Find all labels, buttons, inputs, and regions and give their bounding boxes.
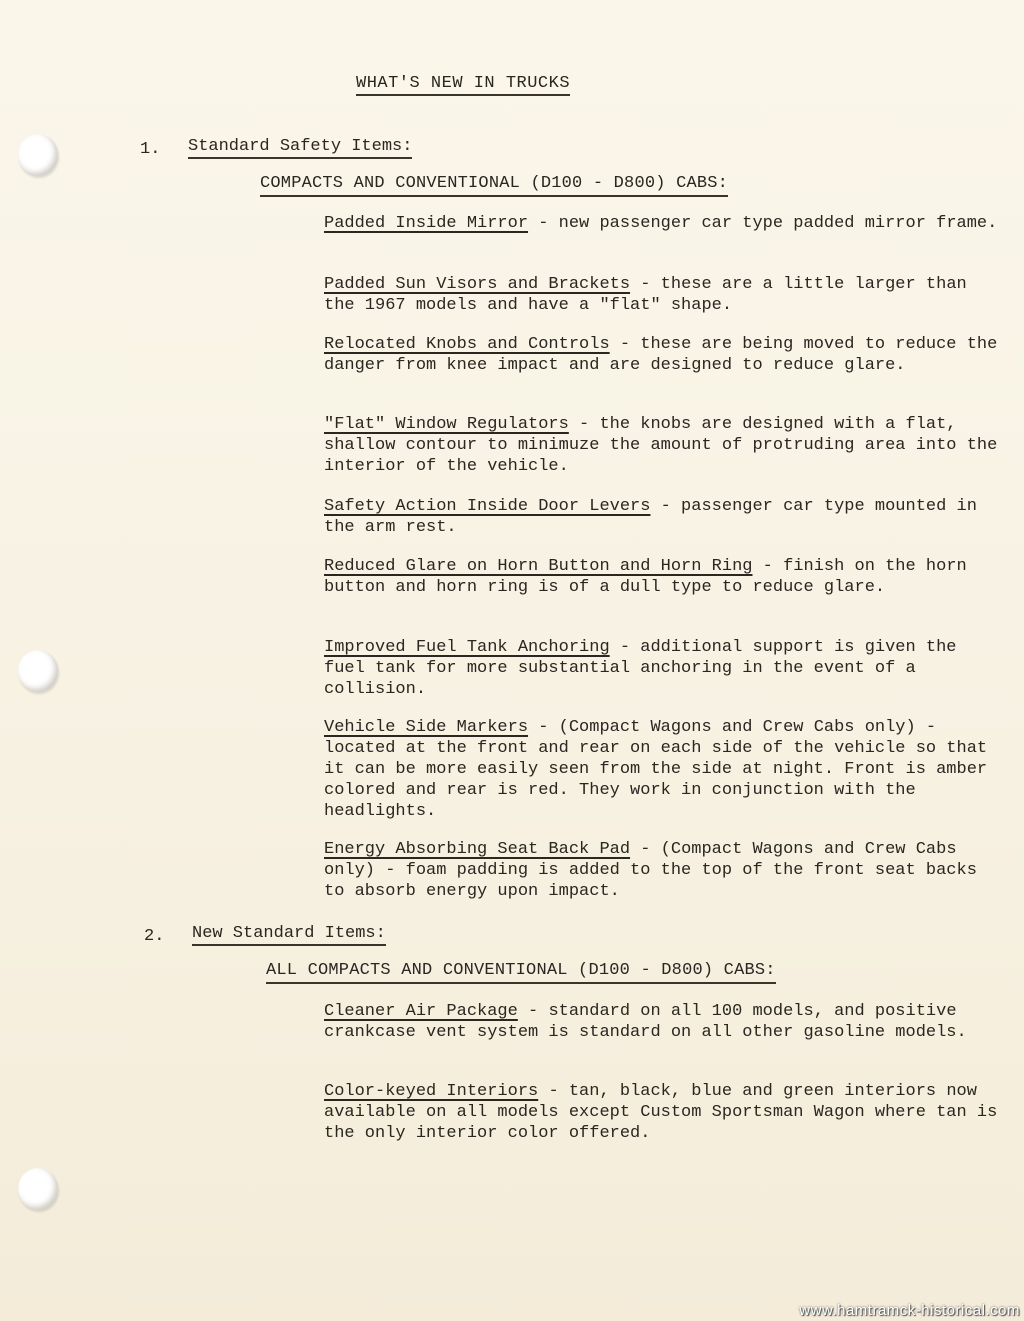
item-lead: Vehicle Side Markers <box>324 718 529 737</box>
list-item <box>324 274 1004 316</box>
item-text: - standard on all 100 models, and positive crankcase vent system is standard on all other gasoline models. <box>324 1002 967 1042</box>
binder-hole <box>18 650 58 692</box>
section-heading: New Standard Items: <box>192 924 386 946</box>
item-lead: Cleaner Air Package <box>324 1002 518 1021</box>
item-lead: Padded Sun Visors and Brackets <box>324 275 631 294</box>
item-text: - these are a little larger than the 1967 models and have a "flat" shape. <box>324 275 967 315</box>
item-lead: Reduced Glare on Horn Button and Horn Ring <box>324 557 753 576</box>
binder-hole <box>18 134 58 176</box>
item-lead: Improved Fuel Tank Anchoring <box>324 638 610 657</box>
section-subheading: ALL COMPACTS AND CONVENTIONAL (D100 - D800) CABS: <box>266 961 776 984</box>
section-number: 2. <box>144 927 165 946</box>
item-text: - tan, black, blue and green interiors now available on all models except Custom Sportsman Wagon where tan is the only interior color offered. <box>324 1082 998 1143</box>
list-item <box>324 717 1004 822</box>
watermark: www.hamtramck-historical.com <box>799 1302 1020 1319</box>
section-heading: Standard Safety Items: <box>188 137 412 159</box>
item-text: - (Compact Wagons and Crew Cabs only) - foam padding is added to the top of the front seat backs to absorb energy upon impact. <box>324 840 977 901</box>
document-title: WHAT'S NEW IN TRUCKS <box>356 74 570 96</box>
item-text: - the knobs are designed with a flat, shallow contour to minimuze the amount of protruding area into the interior of the vehicle. <box>324 415 998 476</box>
item-lead: Relocated Knobs and Controls <box>324 335 610 354</box>
item-text: - these are being moved to reduce the danger from knee impact and are designed to reduce glare. <box>324 335 998 375</box>
item-text: - new passenger car type padded mirror frame. <box>528 214 998 233</box>
item-lead: "Flat" Window Regulators <box>324 415 569 434</box>
section-number: 1. <box>140 140 161 159</box>
list-item <box>324 556 1004 598</box>
item-text: - passenger car type mounted in the arm rest. <box>324 497 977 537</box>
item-lead: Padded Inside Mirror <box>324 214 529 233</box>
item-lead: Energy Absorbing Seat Back Pad <box>324 840 631 859</box>
item-text: - additional support is given the fuel tank for more substantial anchoring in the event of a collision. <box>324 638 957 699</box>
list-item <box>324 334 1004 376</box>
list-item <box>324 213 1004 234</box>
list-item <box>324 1081 1004 1144</box>
list-item <box>324 496 1004 538</box>
section-subheading: COMPACTS AND CONVENTIONAL (D100 - D800) CABS: <box>260 174 728 197</box>
item-text: - finish on the horn button and horn ring is of a dull type to reduce glare. <box>324 557 967 597</box>
item-lead: Color-keyed Interiors <box>324 1082 539 1101</box>
item-text: - (Compact Wagons and Crew Cabs only) - located at the front and rear on each side of the vehicle so that it can be more easily seen from the side at night. Front is amber colored and rear is red. They work in conjunction with the headlights. <box>324 718 988 821</box>
list-item <box>324 637 1004 700</box>
list-item <box>324 414 1004 477</box>
item-lead: Safety Action Inside Door Levers <box>324 497 651 516</box>
binder-hole <box>18 1168 58 1210</box>
list-item <box>324 839 1004 902</box>
list-item <box>324 1001 1004 1043</box>
